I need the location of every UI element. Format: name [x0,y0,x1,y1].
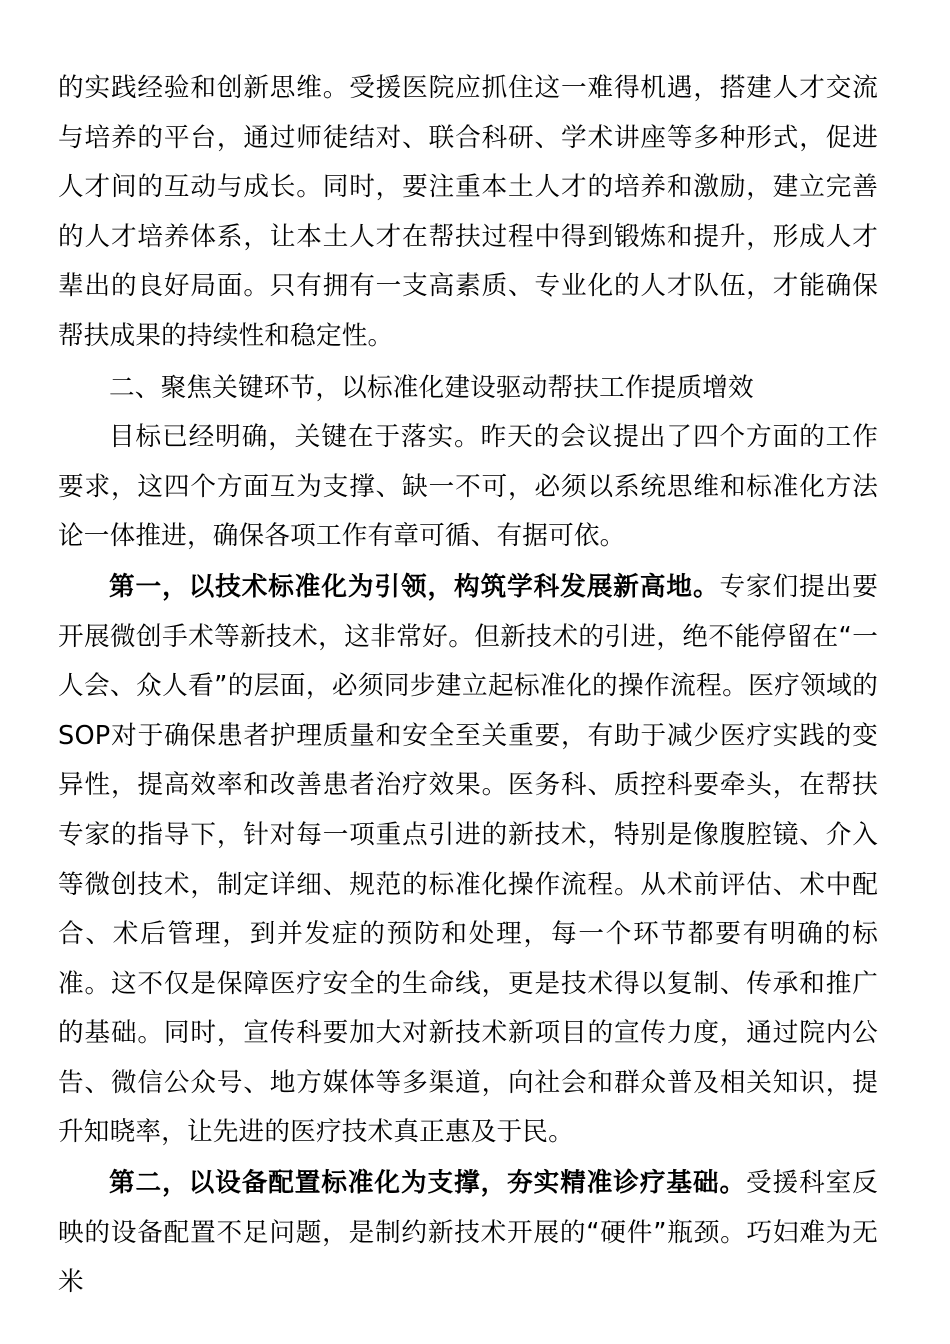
document-page [58,64,878,1308]
paragraph-lead: 第二，以设备配置标准化为支撑，夯实精准诊疗基础。 [109,1168,747,1199]
heading-text: 二、聚焦关键环节，以标准化建设驱动帮扶工作提质增效 [109,372,754,403]
paragraph-text: 专家们提出要开展微创手术等新技术，这非常好。但新技术的引进，绝不能停留在“一人会、众人看”的层面，必须同步建立起标准化的操作流程。医疗领域的SOP对于确保患者护理质量和安全至关重要，有助于减少医疗实践的变异性，提高效率和改善患者治疗效果。医务科、质控科要牵头，在帮扶专家的指导下，针对每一项重点引进的新技术，特别是像腹腔镜、介入等微创技术，制定详细、规范的标准化操作流程。从术前评估、术中配合、术后管理，到并发症的预防和处理，每一个环节都要有明确的标准。这不仅是保障医疗安全的生命线，更是技术得以复制、传承和推广的基础。同时，宣传科要加大对新技术新项目的宣传力度，通过院内公告、微信公众号、地方媒体等多渠道，向社会和群众普及相关知识，提升知晓率，让先进的医疗技术真正惠及于民。 [58,571,878,1148]
paragraph-text: 目标已经明确，关键在于落实。昨天的会议提出了四个方面的工作要求，这四个方面互为支撑、缺一不可，必须以系统思维和标准化方法论一体推进，确保各项工作有章可循、有据可依。 [58,422,878,552]
body-paragraph-intro [58,413,878,562]
body-paragraph-point-one [58,563,878,1158]
section-heading [58,364,878,414]
body-paragraph-point-two [58,1159,878,1308]
paragraph-lead: 第一，以技术标准化为引领，构筑学科发展新高地。 [109,571,720,602]
paragraph-text: 受援科室反映的设备配置不足问题，是制约新技术开展的“硬件”瓶颈。巧妇难为无米 [58,1168,878,1298]
paragraph-text: 的实践经验和创新思维。受援医院应抓住这一难得机遇，搭建人才交流与培养的平台，通过师徒结对、联合科研、学术讲座等多种形式，促进人才间的互动与成长。同时，要注重本土人才的培养和激励，建立完善的人才培养体系，让本土人才在帮扶过程中得到锻炼和提升，形成人才辈出的良好局面。只有拥有一支高素质、专业化的人才队伍，才能确保帮扶成果的持续性和稳定性。 [58,73,878,351]
body-paragraph-continued [58,64,878,362]
